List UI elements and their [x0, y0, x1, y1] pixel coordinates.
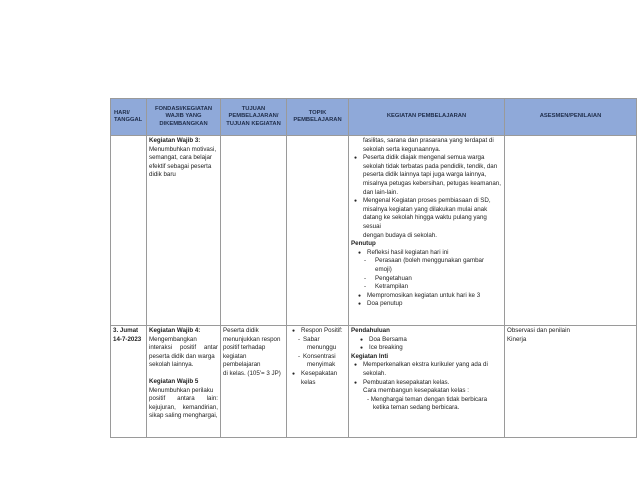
cell-topik: [287, 326, 349, 438]
list-item: - Ketrampilan: [355, 283, 502, 292]
cell-kegiatan: Pendahuluan ● Doa Bersama ● Ice breaking Kegiatan Inti ● Memperkenalkan ekstra kurikuler yang ada di sekolah. ● Pembuatan kesepakatan kelas. Cara membangun kesepakatan kelas : - Menghargai teman dengan tidak berbicara ketika teman sedang berbicara.: [349, 326, 505, 438]
cell-fondasi: Kegiatan Wajib 3: Menumbuhkan motivasi, semangat, cara belajar efektif sebagai peserta didik baru: [147, 136, 221, 326]
list-item: ● Kesepakatan kelas: [289, 370, 346, 387]
header-fondasi: FONDASI/KEGIATAN WAJIB YANG DIKEMBANGKAN: [147, 99, 221, 136]
list-item: ● Mengenal Kegiatan proses pembiasaan di SD, misalnya kegiatan yang dilakukan mulai anak datang ke sekolah hingga waktu pulang yang sesuai dengan budaya di sekolah.: [351, 197, 502, 240]
kegiatan-inti-label: Kegiatan Inti: [351, 352, 389, 360]
table-row: [111, 136, 637, 326]
list-item: - Konsentrasi menyimak: [289, 353, 346, 370]
list-item: - Pengetahuan: [355, 275, 502, 284]
cell-asesmen: [505, 136, 637, 326]
list-item: ● Ice breaking: [357, 344, 502, 353]
cell-tujuan: [221, 136, 287, 326]
list-item: ● Doa penutup: [355, 300, 502, 309]
list-item: ● Respon Positif:: [289, 327, 346, 336]
table-row: [111, 326, 637, 438]
cell-asesmen: Observasi dan penilain Kinerja: [505, 326, 637, 438]
list-item: - Sabar menunggu: [289, 336, 346, 353]
cell-hari: 3. Jumat 14-7-2023: [111, 326, 147, 438]
cell-topik: [287, 136, 349, 326]
cell-tujuan: Peserta didik menunjukkan respon positif terhadap kegiatan pembelajaran di kelas. (105'= 3 JP): [221, 326, 287, 438]
header-topik: TOPIK PEMBELAJARAN: [287, 99, 349, 136]
lesson-plan-table: [110, 98, 637, 438]
header-asesmen: ASESMEN/PENILAIAN: [505, 99, 637, 136]
penutup-label: Penutup: [351, 240, 376, 248]
cell-kegiatan: fasilitas, sarana dan prasarana yang terdapat di sekolah serta kegunaannya. ● Peserta didik diajak mengenal semua warga sekolah tidak terbatas pada pendidik, tendik, dan peserta didik lainnya tapi juga warga lainnya, misalnya petugas kebersihan, petugas keamanan, dan lain-lain. ● Mengenal Kegiatan proses pembiasaan di SD, misalnya kegiatan yang dilakukan mulai anak datang ke sekolah hingga waktu pulang yang sesuai dengan budaya di sekolah. Penutup ● Refleksi hasil kegiatan hari ini - Perasaan (boleh menggunakan gambar emoji) - Pengetahuan - Ketrampilan ● Mempromosikan kegiatan untuk hari ke 3 ● Doa penutup: [349, 136, 505, 326]
pendahuluan-label: Pendahuluan: [351, 327, 390, 334]
header-hari-tanggal: HARI/ TANGGAL: [111, 99, 147, 136]
list-item: ● Memperkenalkan ekstra kurikuler yang ada di sekolah.: [351, 361, 502, 378]
list-item: ● Pembuatan kesepakatan kelas.: [351, 379, 502, 388]
list-item: ● Refleksi hasil kegiatan hari ini: [355, 249, 502, 258]
cell-fondasi: Kegiatan Wajib 4: Mengembangkan interaksi positif antar peserta didik dan warga sekolah lainnya. Kegiatan Wajib 5 Menumbuhkan perilaku positif antara lain: kejujuran, kemandirian, sikap saling menghargai,: [147, 326, 221, 438]
header-kegiatan: KEGIATAN PEMBELAJARAN: [349, 99, 505, 136]
cell-hari: [111, 136, 147, 326]
table-header-row: [111, 99, 637, 136]
list-item: ● Peserta didik diajak mengenal semua warga sekolah tidak terbatas pada pendidik, tendik, dan peserta didik lainnya tapi juga warga lainnya, misalnya petugas kebersihan, petugas keamanan, dan lain-lain.: [351, 154, 502, 197]
list-item: - Perasaan (boleh menggunakan gambar emoji): [355, 257, 502, 274]
list-item: ● Mempromosikan kegiatan untuk hari ke 3: [355, 292, 502, 301]
header-tujuan: TUJUAN PEMBELAJARAN/ TUJUAN KEGIATAN: [221, 99, 287, 136]
list-item: ● Doa Bersama: [357, 336, 502, 345]
